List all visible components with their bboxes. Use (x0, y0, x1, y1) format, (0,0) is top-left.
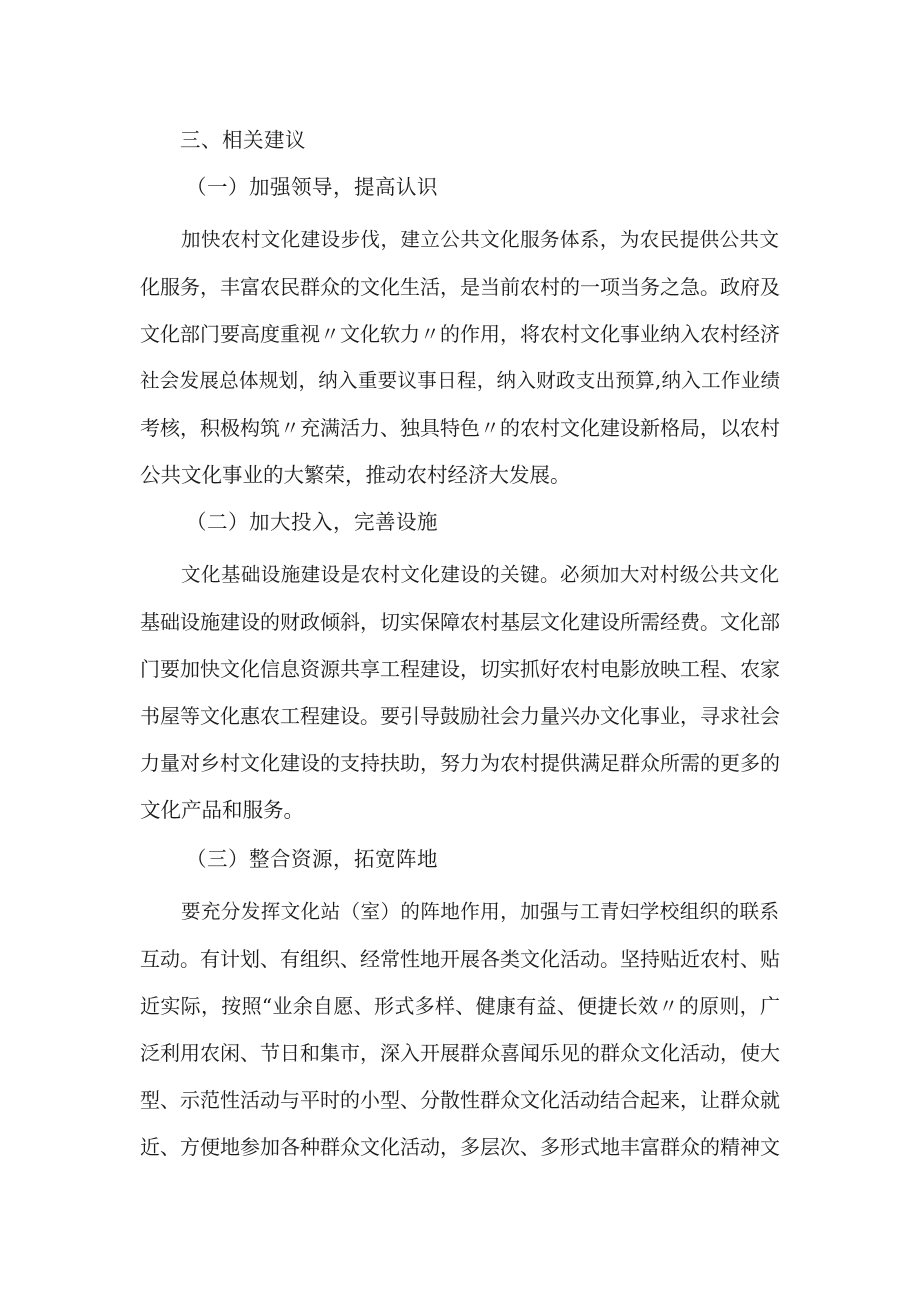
section-title: 三、相关建议 (180, 128, 306, 152)
paragraph-line: 书屋等文化惠农工程建设。要引导鼓励社会力量兴办文化事业，寻求社会 (140, 704, 780, 728)
paragraph-line: 力量对乡村文化建设的支持扶助，努力为农村提供满足群众所需的更多的 (140, 751, 780, 775)
subsection-heading-1: （一）加强领导，提高认识 (186, 175, 438, 199)
paragraph-line: 基础设施建设的财政倾斜，切实保障农村基层文化建设所需经费。文化部 (140, 610, 780, 634)
subsection-heading-2: （二）加大投入，完善设施 (186, 510, 438, 534)
paragraph-line: 近、方便地参加各种群众文化活动，多层次、多形式地丰富群众的精神文 (140, 1135, 780, 1159)
subsection-heading-3: （三）整合资源，拓宽阵地 (186, 847, 438, 871)
paragraph-line: 文化部门要高度重视〃文化软力〃的作用，将农村文化事业纳入农村经济 (140, 322, 780, 346)
paragraph-line: 互动。有计划、有组织、经常性地开展各类文化活动。坚持贴近农村、贴 (140, 947, 780, 971)
paragraph-line: 社会发展总体规划，纳入重要议事日程，纳入财政支出预算,纳入工作业绩 (140, 369, 780, 392)
paragraph-line: 加快农村文化建设步伐，建立公共文化服务体系，为农民提供公共文 (181, 228, 779, 251)
paragraph-line: 型、示范性活动与平时的小型、分散性群众文化活动结合起来，让群众就 (140, 1088, 780, 1112)
paragraph-line: 泛利用农闲、节日和集市，深入开展群众喜闻乐见的群众文化活动，使大 (140, 1041, 780, 1065)
paragraph-line: 化服务，丰富农民群众的文化生活，是当前农村的一项当务之急。政府及 (140, 275, 780, 299)
paragraph-line: 要充分发挥文化站（室）的阵地作用，加强与工青妇学校组织的联系 (181, 900, 779, 923)
paragraph-line: 文化产品和服务。 (140, 798, 304, 822)
paragraph-line: 考核，积极构筑〃充满活力、独具特色〃的农村文化建设新格局，以农村 (140, 416, 780, 440)
paragraph-line: 公共文化事业的大繁荣，推动农村经济大发展。 (140, 463, 571, 487)
paragraph-line: 文化基础设施建设是农村文化建设的关键。必须加大对村级公共文化 (181, 563, 779, 586)
paragraph-line: 门要加快文化信息资源共享工程建设，切实抓好农村电影放映工程、农家 (140, 657, 780, 681)
paragraph-line: 近实际，按照“业余自愿、形式多样、健康有益、便捷长效〃的原则，广 (140, 994, 780, 1018)
